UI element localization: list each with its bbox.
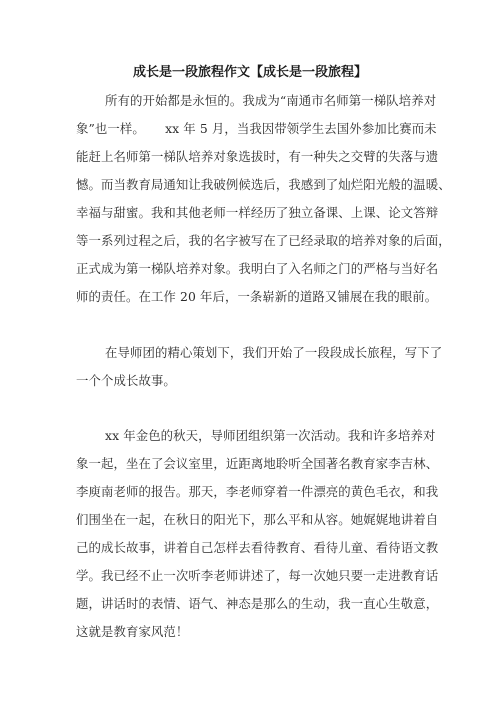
- paragraph-1-line-3: 能赶上名师第一梯队培养对象选拔时，有一种失之交臂的失落与遗: [76, 149, 439, 164]
- paragraph-1-line-2: 象”也一样。 xx 年 5 月，当我因带领学生去国外参加比赛而未: [76, 121, 437, 136]
- paragraph-3-line-6: 学。我已经不止一次听李老师讲述了，每一次她只要一走进教育话: [76, 568, 439, 583]
- paragraph-3-line-7: 题，讲话时的表情、语气、神态是那么的生动，我一直心生敬意，: [76, 596, 439, 611]
- paragraph-1-line-7: 正式成为第一梯队培养对象。我明白了入名师之门的严格与当好名: [76, 261, 439, 276]
- paragraph-3-line-3: 李庾南老师的报告。那天，李老师穿着一件漂亮的黄色毛衣，和我: [76, 484, 439, 499]
- paragraph-1-line-6: 等一系列过程之后，我的名字被写在了已经录取的培养对象的后面，: [76, 233, 451, 248]
- paragraph-3-line-5: 己的成长故事，讲着自己怎样去看待教育、看待儿童、看待语文教: [76, 540, 439, 555]
- paragraph-3-line-8: 这就是教育家风范！: [76, 624, 189, 639]
- paragraph-1-line-1: 所有的开始都是永恒的。我成为“南通市名师第一梯队培养对: [105, 93, 437, 108]
- paragraph-1-line-5: 幸福与甜蜜。我和其他老师一样经历了独立备课、上课、论文答辩: [76, 205, 439, 220]
- paragraph-2-line-2: 一个个成长故事。: [76, 373, 176, 388]
- paragraph-3-line-4: 们围坐在一起，在秋日的阳光下，那么平和从容。她娓娓地讲着自: [76, 512, 439, 527]
- paragraph-2-line-1: 在导师团的精心策划下，我们开始了一段段成长旅程，写下了: [105, 345, 443, 360]
- paragraph-1-line-8: 师的责任。在工作 20 年后，一条崭新的道路又铺展在我的眼前。: [76, 289, 438, 304]
- paragraph-3-line-2: 象一起，坐在了会议室里，近距离地聆听全国著名教育家李吉林、: [76, 456, 439, 471]
- paragraph-1-line-4: 憾。而当教育局通知让我破例候选后，我感到了灿烂阳光般的温暖、: [76, 177, 451, 192]
- paragraph-3-line-1: xx 年金色的秋天，导师团组织第一次活动。我和许多培养对: [105, 428, 436, 443]
- document-title: 成长是一段旅程作文【成长是一段旅程】: [132, 65, 367, 80]
